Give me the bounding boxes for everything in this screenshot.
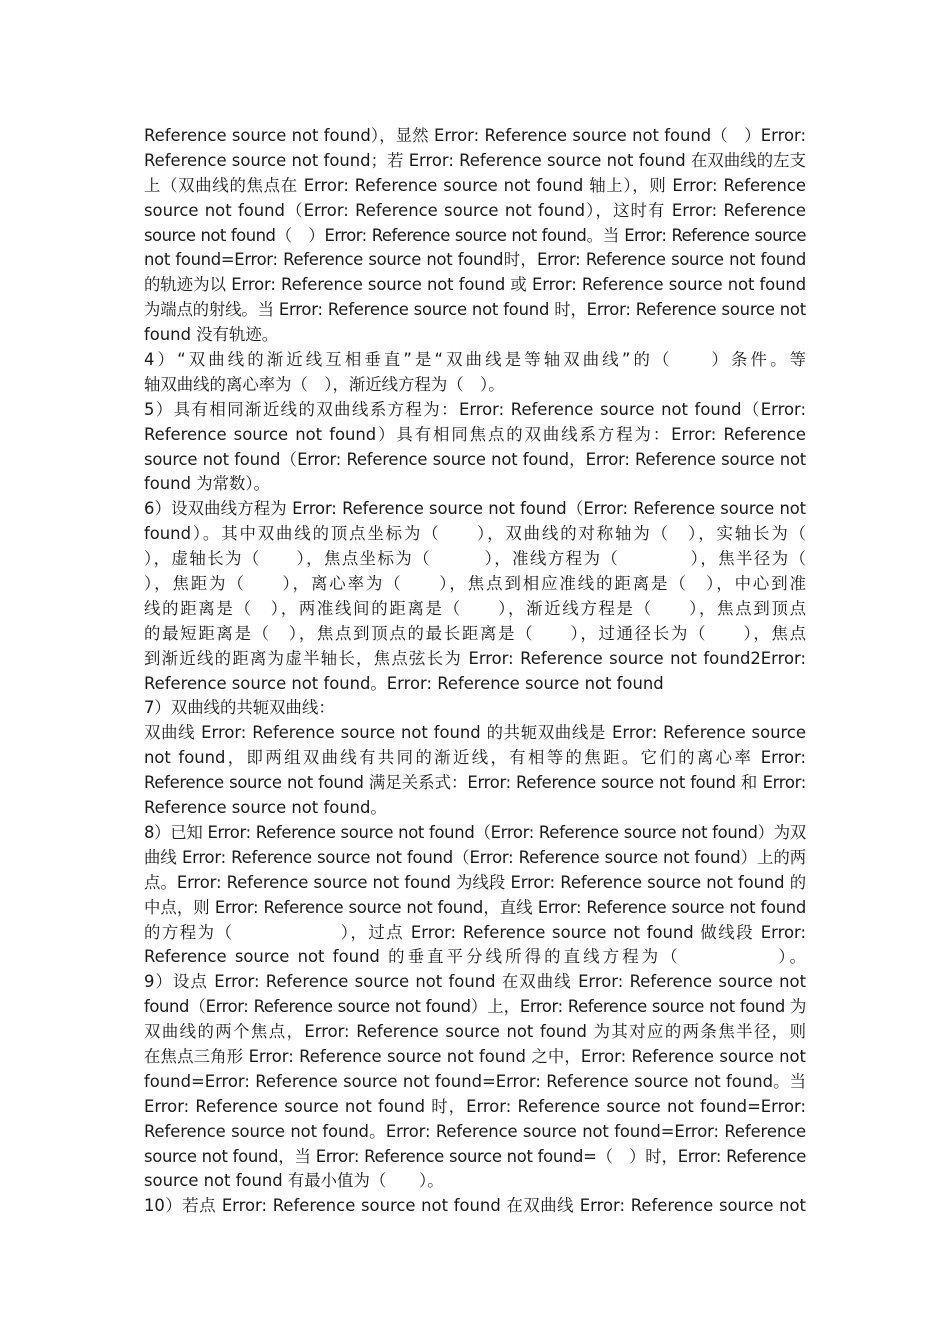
text-line: 10）若点 Error: Reference source not found 在双曲线 Error: Reference source not	[144, 1196, 806, 1216]
text-line: Reference source not found。	[144, 798, 387, 818]
text-line: Reference source not found 满足关系式：Error: Reference source not found 和 Error:	[144, 773, 806, 793]
text-line: not found，即两组双曲线有共同的渐近线，有相等的焦距。它们的离心率 Error:	[144, 748, 806, 768]
text-line: found 为常数）。	[144, 474, 270, 494]
text-line: Reference source not found 的垂直平分线所得的直线方程为（ ）。	[144, 947, 806, 967]
text-line: source not found（Error: Reference source not found，Error: Reference source not	[144, 449, 806, 469]
text-line: source not found，当 Error: Reference source not found=（ ）时，Error: Reference	[144, 1146, 806, 1166]
text-line: not found=Error: Reference source not found时，Error: Reference source not found	[144, 250, 806, 270]
text-line: 中点，则 Error: Reference source not found，直线 Error: Reference source not found	[144, 897, 806, 917]
text-line: 的方程为（ ），过点 Error: Reference source not found 做线段 Error:	[144, 922, 806, 942]
text-line: 的最短距离是（ ），焦点到顶点的最长距离是（ ），过通径长为（ ），焦点	[144, 623, 806, 643]
text-line: Reference source not found；若 Error: Reference source not found 在双曲线的左支	[144, 150, 806, 170]
text-line: source not found 有最小值为（ ）。	[144, 1171, 444, 1191]
text-line: 5）具有相同渐近线的双曲线系方程为：Error: Reference source not found（Error:	[144, 399, 806, 419]
text-line: Reference source not found。Error: Reference source not found=Error: Reference	[144, 1121, 806, 1141]
text-line: found=Error: Reference source not found=Error: Reference source not found。当	[144, 1071, 806, 1091]
text-line: Reference source not found。Error: Reference source not found	[144, 673, 664, 693]
text-line: 轴双曲线的离心率为（ ），渐近线方程为（ ）。	[144, 374, 505, 394]
text-line: 4）“双曲线的渐近线互相垂直”是“双曲线是等轴双曲线”的（ ）条件。等	[144, 350, 806, 370]
text-line: found（Error: Reference source not found）上，Error: Reference source not found 为	[144, 997, 806, 1017]
text-line: 9）设点 Error: Reference source not found 在双曲线 Error: Reference source not	[144, 972, 806, 992]
text-line: 双曲线 Error: Reference source not found 的共轭双曲线是 Error: Reference source	[144, 723, 806, 743]
text-line: 在焦点三角形 Error: Reference source not found 之中，Error: Reference source not	[144, 1046, 806, 1066]
text-line: 点。Error: Reference source not found 为线段 Error: Reference source not found 的	[144, 872, 806, 892]
text-line: source not found（ ）Error: Reference source not found。当 Error: Reference source	[144, 225, 806, 245]
text-line: source not found（Error: Reference source not found），这时有 Error: Reference	[144, 200, 806, 220]
document-body	[144, 124, 806, 1219]
text-line: 6）设双曲线方程为 Error: Reference source not found（Error: Reference source not	[144, 499, 806, 519]
text-line: 线的距离是（ ），两准线间的距离是（ ），渐近线方程是（ ），焦点到顶点	[144, 598, 806, 618]
text-line: Error: Reference source not found 时，Error: Reference source not found=Error:	[144, 1096, 806, 1116]
text-line: Reference source not found）具有相同焦点的双曲线系方程为：Error: Reference	[144, 424, 806, 444]
text-line: found 没有轨迹。	[144, 325, 279, 345]
text-line: 的轨迹为以 Error: Reference source not found 或 Error: Reference source not found	[144, 275, 806, 295]
text-line: 7）双曲线的共轭双曲线：	[144, 698, 335, 718]
text-line: ），焦距为（ ），离心率为（ ），焦点到相应准线的距离是（ ），中心到准	[144, 574, 806, 594]
text-line: 到渐近线的距离为虚半轴长，焦点弦长为 Error: Reference source not found2Error:	[144, 648, 806, 668]
text-line: 上（双曲线的焦点在 Error: Reference source not found 轴上），则 Error: Reference	[144, 175, 806, 195]
text-line: 曲线 Error: Reference source not found（Error: Reference source not found）上的两	[144, 847, 806, 867]
text-line: 双曲线的两个焦点，Error: Reference source not found 为其对应的两条焦半径，则	[144, 1022, 806, 1042]
text-line: ），虚轴长为（ ），焦点坐标为（ ），准线方程为（ ），焦半径为（	[144, 549, 806, 569]
text-line: 为端点的射线。当 Error: Reference source not found 时，Error: Reference source not	[144, 300, 806, 320]
text-line: found）。其中双曲线的顶点坐标为（ ），双曲线的对称轴为（ ），实轴长为（	[144, 524, 806, 544]
text-line: Reference source not found），显然 Error: Reference source not found（ ）Error:	[144, 126, 806, 145]
text-line: 8）已知 Error: Reference source not found（Error: Reference source not found）为双	[144, 822, 806, 842]
